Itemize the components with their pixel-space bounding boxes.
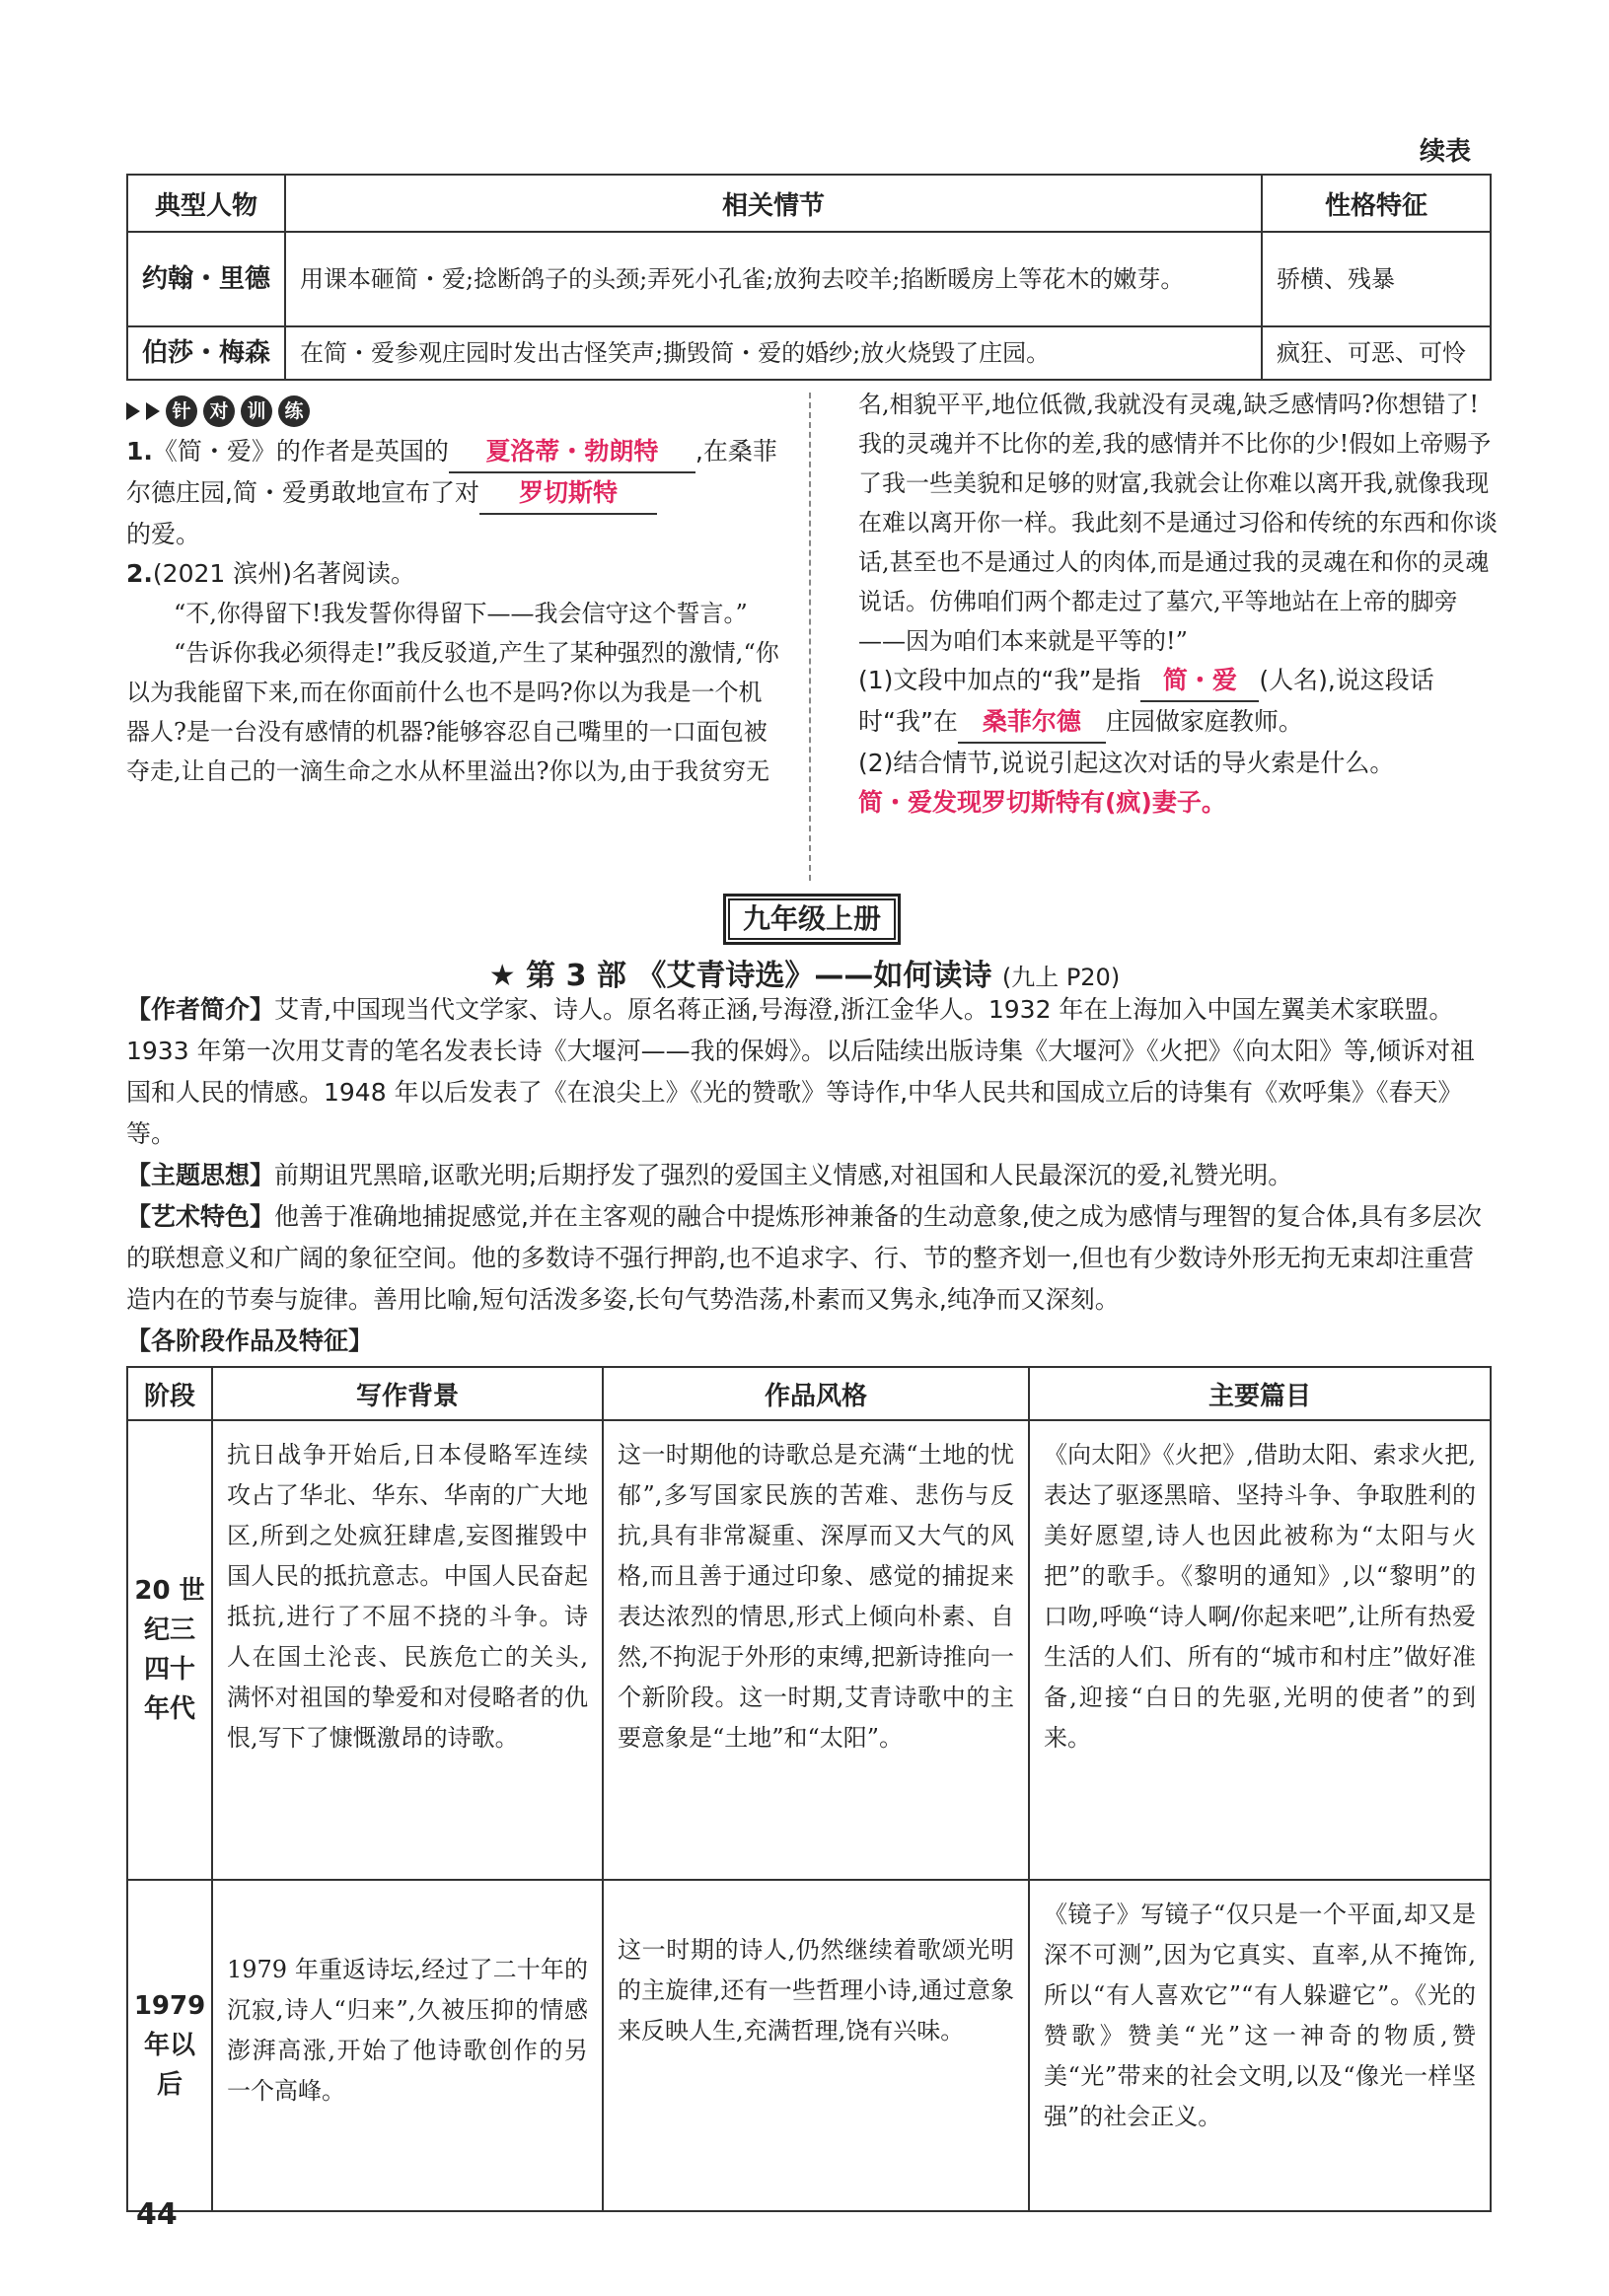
question-text: (1)文段中加点的“我”是指 [858, 666, 1141, 694]
sub-question-2: (2)结合情节,说说引起这次对话的导火索是什么。 [858, 749, 1395, 777]
stage-table [126, 1366, 1492, 2212]
badge-char: 练 [278, 395, 310, 427]
header-background: 写作背景 [212, 1367, 603, 1420]
badge-char: 训 [241, 395, 272, 427]
training-right-column [858, 385, 1499, 823]
stage-cell: 20 世纪三四十年代 [127, 1420, 212, 1880]
question-1 [126, 432, 785, 554]
passage-paragraph: “告诉你我必须得走!”我反驳道,产生了某种强烈的激情,“你以为我能留下来,而在你面前什么也不是吗?你以为我是一个机器人?是一台没有感情的机器?能够容忍自己嘴里的一口面包被夺走,让自己的一滴生命之水从杯里溢出?你以为,由于我贫穷无 [126, 639, 779, 785]
section-title [0, 951, 1609, 994]
question-number: 1. [126, 437, 153, 466]
header-stage: 阶段 [127, 1367, 212, 1420]
arrow-icon [146, 402, 160, 420]
question-text: 的爱。 [126, 520, 201, 548]
passage-paragraph: “不,你得留下!我发誓你得留下——我会信守这个誓言。” [174, 600, 748, 627]
section-tag: 【作者简介】 [126, 995, 275, 1024]
character-table [126, 174, 1492, 381]
header-works: 主要篇目 [1029, 1367, 1491, 1420]
character-table-header [127, 175, 1491, 232]
art-intro [126, 1196, 1494, 1321]
question-text: 庄园做家庭教师。 [1105, 707, 1303, 736]
question-number: 2. [126, 559, 153, 588]
works-cell: 《向太阳》《火把》,借助太阳、索求火把,表达了驱逐黑暗、坚持斗争、争取胜利的美好愿望,诗人也因此被称为“太阳与火把”的歌手。《黎明的通知》,以“黎明”的口吻,呼唤“诗人啊/你起来吧”,让所有热爱生活的人们、所有的“城市和村庄”做好准备,迎接“白日的先驱,光明的使者”的到来。 [1029, 1420, 1491, 1880]
character-trait: 骄横、残暴 [1262, 232, 1491, 326]
arrow-icon [126, 402, 140, 420]
passage-paragraph: 名,相貌平平,地位低微,我就没有灵魂,缺乏感情吗?你想错了!我的灵魂并不比你的差,我的感情并不比你的少!假如上帝赐予了我一些美貌和足够的财富,我就会让你难以离开我,就像我现在难以离开你一样。我此刻不是通过习俗和传统的东西和你谈话,甚至也不是通过人的肉体,而是通过我的灵魂在和你的灵魂说话。仿佛咱们两个都走过了墓穴,平等地站在上帝的脚旁——因为咱们本来就是平等的!” [858, 391, 1498, 655]
stage-cell: 1979 年以后 [127, 1880, 212, 2211]
training-badge [126, 395, 310, 427]
header-plot: 相关情节 [285, 175, 1262, 232]
page-number: 44 [136, 2197, 178, 2232]
star-icon: ★ [488, 959, 516, 993]
badge-char: 针 [166, 395, 197, 427]
author-text: 艾青,中国现当代文学家、诗人。原名蒋正涵,号海澄,浙江金华人。1932 年在上海加入中国左翼美术家联盟。1933 年第一次用艾青的笔名发表长诗《大堰河——我的保姆》。以后陆续出版诗集《大堰河》《火把》《向太阳》等,倾诉对祖国和人民的情感。1948 年以后发表了《在浪尖上》《光的赞歌》等诗作,中华人民共和国成立后的诗集有《欢呼集》《春天》等。 [126, 995, 1476, 1148]
grade-heading: 九年级上册 [723, 894, 901, 945]
section-tag: 【艺术特色】 [126, 1202, 275, 1231]
theme-intro [126, 1155, 1494, 1196]
table-row [127, 1880, 1491, 2211]
character-trait: 疯狂、可恶、可怜 [1262, 326, 1491, 380]
art-text: 他善于准确地捕捉感觉,并在主客观的融合中提炼形神兼备的生动意象,使之成为感情与理智的复合体,具有多层次的联想意义和广阔的象征空间。他的多数诗不强行押韵,也不追求字、行、节的整齐划一,但也有少数诗外形无拘无束却注重营造内在的节奏与旋律。善用比喻,短句活泼多姿,长句气势浩荡,朴素而又隽永,纯净而又深刻。 [126, 1202, 1482, 1314]
stage-table-header [127, 1367, 1491, 1420]
question-text: 《简・爱》的作者是英国的 [152, 437, 449, 466]
header-character: 典型人物 [127, 175, 285, 232]
sub-question-1 [858, 661, 1499, 744]
section-title-text: 第 3 部 《艾青诗选》——如何读诗 [526, 959, 992, 993]
question-text: (人名),说这段话时“我”在 [858, 666, 1434, 736]
section-tag: 【主题思想】 [126, 1161, 275, 1189]
sub-question-2-answer: 简・爱发现罗切斯特有(疯)妻子。 [858, 788, 1226, 817]
column-divider [809, 393, 811, 881]
section-ref: (九上 P20) [1001, 964, 1121, 991]
badge-char: 对 [203, 395, 235, 427]
table-row [127, 326, 1491, 380]
author-intro [126, 989, 1494, 1155]
header-trait: 性格特征 [1262, 175, 1491, 232]
answer-blank: 夏洛蒂・勃朗特 [449, 432, 695, 473]
character-plot: 用课本砸简・爱;捻断鸽子的头颈;弄死小孔雀;放狗去咬羊;掐断暖房上等花木的嫩芽。 [285, 232, 1262, 326]
works-cell: 《镜子》写镜子“仅只是一个平面,却又是深不可测”,因为它真实、直率,从不掩饰,所以“有人喜欢它”“有人躲避它”。《光的赞歌》赞美“光”这一神奇的物质,赞美“光”带来的社会文明,以及“像光一样坚强”的社会正义。 [1029, 1880, 1491, 2211]
training-left-column [126, 393, 785, 791]
question-text: ,在桑菲尔德庄园,简・爱勇敢地宣布了对 [126, 437, 777, 507]
theme-text: 前期诅咒黑暗,讴歌光明;后期抒发了强烈的爱国主义情感,对祖国和人民最深沉的爱,礼赞光明。 [274, 1161, 1293, 1189]
answer-blank: 桑菲尔德 [958, 702, 1106, 744]
style-cell: 这一时期他的诗歌总是充满“土地的忧郁”,多写国家民族的苦难、悲伤与反抗,具有非常凝重、深厚而又大气的风格,而且善于通过印象、感觉的捕捉来表达浓烈的情思,形式上倾向朴素、自然,不拘泥于外形的束缚,把新诗推向一个新阶段。这一时期,艾青诗歌中的主要意象是“土地”和“太阳”。 [603, 1420, 1029, 1880]
background-cell: 1979 年重返诗坛,经过了二十年的沉寂,诗人“归来”,久被压抑的情感澎湃高涨,开始了他诗歌创作的另一个高峰。 [212, 1880, 603, 2211]
character-plot: 在简・爱参观庄园时发出古怪笑声;撕毁简・爱的婚纱;放火烧毁了庄园。 [285, 326, 1262, 380]
intro-block [126, 989, 1494, 1362]
stage-heading: 【各阶段作品及特征】 [126, 1327, 374, 1355]
header-style: 作品风格 [603, 1367, 1029, 1420]
question-2 [126, 554, 785, 594]
table-row [127, 1420, 1491, 1880]
table-row [127, 232, 1491, 326]
answer-blank: 罗切斯特 [479, 473, 657, 515]
continued-label: 续表 [1419, 137, 1471, 167]
character-name: 伯莎・梅森 [127, 326, 285, 380]
background-cell: 抗日战争开始后,日本侵略军连续攻占了华北、华东、华南的广大地区,所到之处疯狂肆虐,妄图摧毁中国人民的抵抗意志。中国人民奋起抵抗,进行了不屈不挠的斗争。诗人在国土沦丧、民族危亡的关头,满怀对祖国的挚爱和对侵略者的仇恨,写下了慷慨激昂的诗歌。 [212, 1420, 603, 1880]
character-name: 约翰・里德 [127, 232, 285, 326]
answer-blank: 简・爱 [1140, 661, 1259, 702]
question-source: (2021 滨州)名著阅读。 [152, 559, 415, 588]
style-cell: 这一时期的诗人,仍然继续着歌颂光明的主旋律,还有一些哲理小诗,通过意象来反映人生,充满哲理,饶有兴味。 [603, 1880, 1029, 2211]
